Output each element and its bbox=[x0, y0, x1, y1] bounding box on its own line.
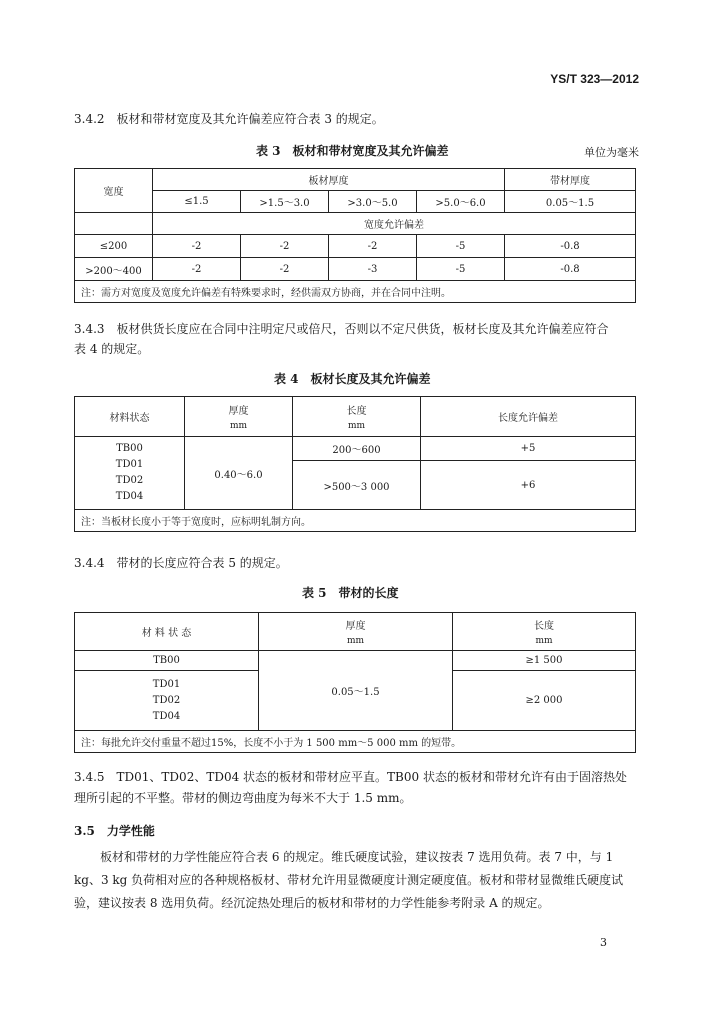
table-row bbox=[75, 437, 636, 461]
table5-state: TD01 bbox=[152, 678, 181, 690]
table5-caption: 表 5 带材的长度 bbox=[302, 586, 399, 600]
table3-width: >200～400 bbox=[75, 258, 153, 281]
section-3-5-paragraph: 板材和带材的力学性能应符合表 6 的规定。维氏硬度试验，建议按表 7 选用负荷。表 7 中，与 1 kg、3 kg 负荷相对应的各种规格板材、带材允许用显微硬度计测定硬度值。板材和带材显微维氏硬度试验，建议按表 8 选用负荷。经沉淀热处理后的板材和带材的力学性能参考附录 A 的规定。 bbox=[74, 850, 624, 910]
table3-thickness-range: >5.0～6.0 bbox=[417, 191, 505, 213]
table4-col-thickness bbox=[185, 397, 293, 437]
table3-cell: -5 bbox=[417, 235, 505, 258]
table5-thickness-label: 厚度 bbox=[345, 621, 366, 632]
table3-strip-thickness: 带材厚度 bbox=[505, 169, 636, 191]
table3-tolerance-label: 宽度允许偏差 bbox=[153, 213, 636, 235]
table3-thickness-range: >1.5～3.0 bbox=[241, 191, 329, 213]
table3-note: 注：需方对宽度及宽度允许偏差有特殊要求时，经供需双方协商，并在合同中注明。 bbox=[75, 281, 636, 303]
table3-cell: -2 bbox=[329, 235, 417, 258]
section-3-4-3-line1: 3.4.3 板材供货长度应在合同中注明定尺或倍尺，否则以不定尺供货，板材长度及其允许偏差应符合 bbox=[74, 322, 609, 336]
section-3-4-4: 3.4.4 带材的长度应符合表 5 的规定。 bbox=[74, 556, 288, 570]
table5-col-length bbox=[453, 613, 636, 651]
section-3-4-5-line1: 3.4.5 TD01、TD02、TD04 状态的板材和带材应平直。TB00 状态的板材和带材允许有由于固溶热处 bbox=[74, 770, 627, 784]
table5-note: 注：每批允许交付重量不超过15%，长度不小于为 1 500 mm～5 000 mm 的短带。 bbox=[75, 731, 636, 753]
table5-col-state: 材 料 状 态 bbox=[75, 613, 259, 651]
section-3-5-heading: 3.5 力学性能 bbox=[74, 824, 155, 838]
table3-thickness-range: >3.0～5.0 bbox=[329, 191, 417, 213]
table3-thickness-range: 0.05～1.5 bbox=[505, 191, 636, 213]
table3-cell: -2 bbox=[153, 258, 241, 281]
table5-length-label: 长度 bbox=[534, 621, 554, 632]
page-number: 3 bbox=[600, 936, 607, 949]
table4-col-state: 材料状态 bbox=[75, 397, 185, 437]
standard-code: YS/T 323—2012 bbox=[550, 72, 639, 86]
table4-caption: 表 4 板材长度及其允许偏差 bbox=[274, 372, 431, 386]
section-3-4-5-line2: 理所引起的不平整。带材的侧边弯曲度为每米不大于 1.5 mm。 bbox=[74, 791, 412, 805]
table5-state: TD02 bbox=[152, 694, 181, 706]
table4-note: 注：当板材长度小于等于宽度时，应标明轧制方向。 bbox=[75, 510, 636, 532]
table3-cell: -0.8 bbox=[505, 258, 636, 281]
table3-cell: -2 bbox=[153, 235, 241, 258]
table4-tolerance: +6 bbox=[421, 461, 636, 510]
table4-col-length bbox=[293, 397, 421, 437]
table3-cell: -2 bbox=[241, 258, 329, 281]
table4-length-label: 长度 bbox=[346, 406, 367, 417]
table4 bbox=[74, 396, 636, 532]
table5-state: TB00 bbox=[75, 651, 259, 671]
table3 bbox=[74, 168, 636, 303]
table-row bbox=[75, 235, 636, 258]
table4-state: TB00 bbox=[116, 443, 143, 454]
table5-length: ≥2 000 bbox=[453, 671, 636, 731]
table5-thickness-unit: mm bbox=[346, 636, 365, 646]
table4-thickness-label: 厚度 bbox=[228, 406, 249, 417]
table5-col-thickness bbox=[259, 613, 453, 651]
table4-state: TD01 bbox=[115, 459, 144, 470]
table5 bbox=[74, 612, 636, 753]
table4-thickness-unit: mm bbox=[229, 421, 248, 431]
table4-state: TD02 bbox=[115, 475, 144, 486]
table4-length-unit: mm bbox=[347, 421, 366, 431]
table5-length: ≥1 500 bbox=[453, 651, 636, 671]
table3-width: ≤200 bbox=[75, 235, 153, 258]
section-3-4-2: 3.4.2 板材和带材宽度及其允许偏差应符合表 3 的规定。 bbox=[74, 112, 384, 126]
table-row bbox=[75, 258, 636, 281]
table5-state: TD04 bbox=[152, 710, 181, 722]
table4-thickness: 0.40～6.0 bbox=[185, 437, 293, 510]
table3-col-width: 宽度 bbox=[75, 169, 153, 213]
table-row bbox=[75, 651, 636, 671]
table5-length-unit: mm bbox=[535, 636, 553, 646]
section-3-4-3-line2: 表 4 的规定。 bbox=[74, 342, 150, 356]
table3-cell: -5 bbox=[417, 258, 505, 281]
table3-thickness-range: ≤1.5 bbox=[153, 191, 241, 213]
table3-plate-thickness: 板材厚度 bbox=[153, 169, 505, 191]
table4-tolerance: +5 bbox=[421, 437, 636, 461]
table3-caption: 表 3 板材和带材宽度及其允许偏差 bbox=[256, 144, 449, 158]
table3-cell: -3 bbox=[329, 258, 417, 281]
table4-col-tolerance: 长度允许偏差 bbox=[421, 397, 636, 437]
table4-length: >500～3 000 bbox=[293, 461, 421, 510]
table3-unit: 单位为毫米 bbox=[584, 146, 639, 159]
table5-thickness: 0.05～1.5 bbox=[259, 651, 453, 731]
table4-length: 200～600 bbox=[293, 437, 421, 461]
table4-states bbox=[75, 437, 185, 510]
table3-cell: -2 bbox=[241, 235, 329, 258]
table3-cell: -0.8 bbox=[505, 235, 636, 258]
table5-states bbox=[75, 671, 259, 731]
table3-empty-cell bbox=[75, 213, 153, 235]
table4-state: TD04 bbox=[115, 491, 144, 502]
